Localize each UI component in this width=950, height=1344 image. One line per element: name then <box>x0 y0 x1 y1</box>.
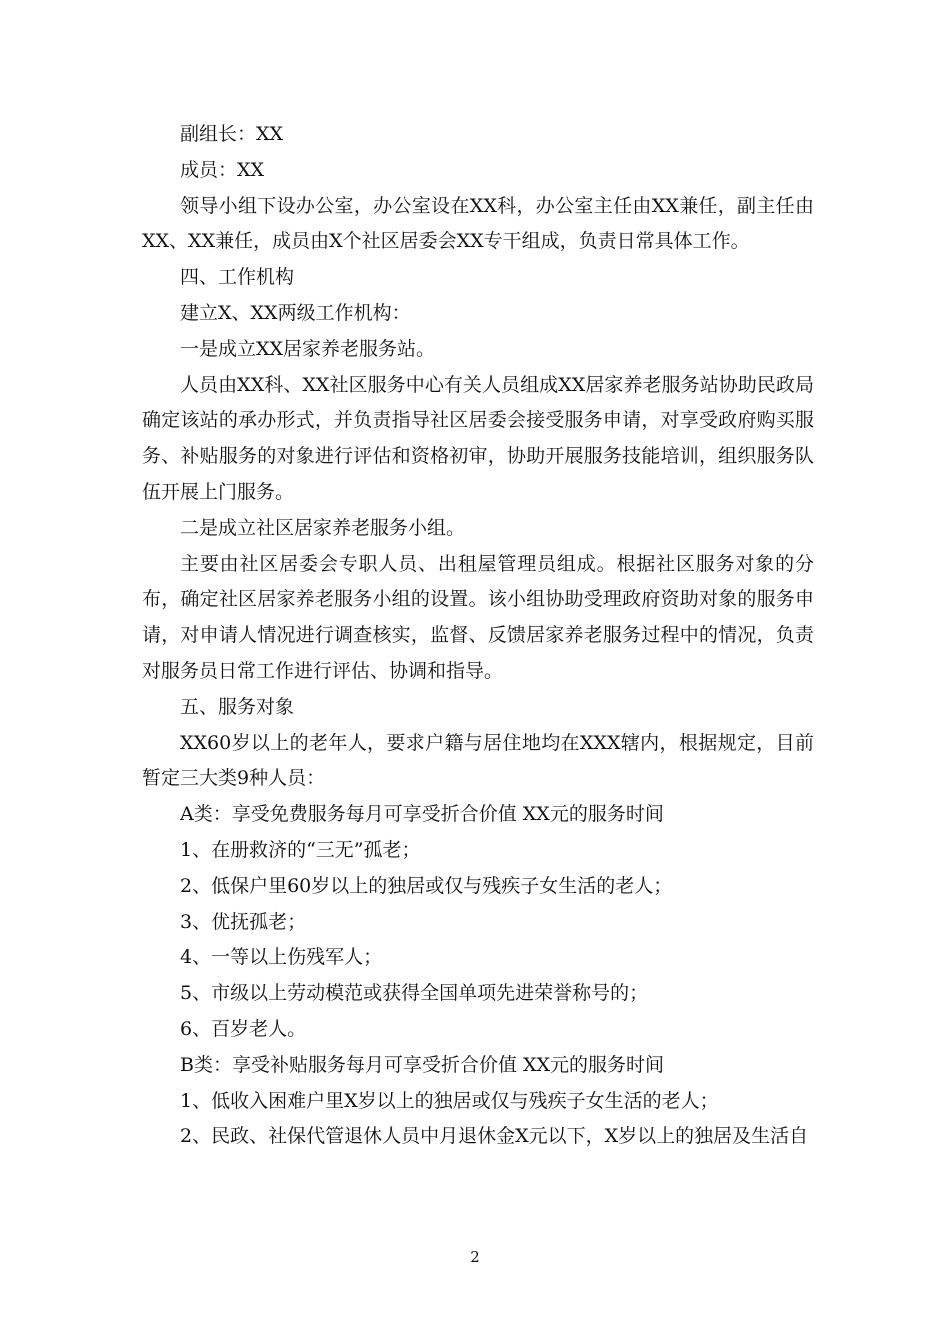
list-item-b1: 1、低收入困难户里X岁以上的独居或仅与残疾子女生活的老人； <box>180 1089 719 1112</box>
paragraph-group-staff: 主要由社区居委会专职人员、出租屋管理员组成。根据社区服务对象的分布，确定社区居家养老服务小组的设置。该小组协助受理政府资助对象的服务申请，对申请人情况进行调查核实，监督、反馈居家养老服务过程中的情况，负责对服务员日常工作进行评估、协调和指导。 <box>142 552 814 682</box>
paragraph-station-staff: 人员由XX科、XX社区服务中心有关人员组成XX居家养老服务站协助民政局确定该站的承办形式，并负责指导社区居委会接受服务申请，对享受政府购买服务、补贴服务的对象进行评估和资格初审，协助开展服务技能培训，组织服务队伍开展上门服务。 <box>142 373 814 503</box>
paragraph-category-b: B类：享受补贴服务每月可享受折合价值 XX元的服务时间 <box>180 1053 665 1076</box>
list-item-a4: 4、一等以上伤残军人； <box>180 946 383 969</box>
paragraph-members: 成员：XX <box>180 158 265 181</box>
paragraph-service-group: 二是成立社区居家养老服务小组。 <box>180 516 466 539</box>
paragraph-two-levels: 建立X、XX两级工作机构： <box>180 301 411 324</box>
paragraph-category-a: A类：享受免费服务每月可享受折合价值 XX元的服务时间 <box>180 803 664 826</box>
page-number: 2 <box>470 1248 480 1266</box>
list-item-a3: 3、优抚孤老； <box>180 910 307 933</box>
document-body <box>142 117 814 1155</box>
paragraph-service-station: 一是成立XX居家养老服务站。 <box>180 337 436 360</box>
list-item-b2: 2、民政、社保代管退休人员中月退休金X元以下，X岁以上的独居及生活自 <box>180 1125 809 1148</box>
paragraph-eligibility: XX60岁以上的老年人，要求户籍与居住地均在XXX辖内，根据规定，目前暂定三大类9种人员： <box>142 731 814 790</box>
list-item-a6: 6、百岁老人。 <box>180 1017 307 1040</box>
paragraph-office: 领导小组下设办公室，办公室设在XX科，办公室主任由XX兼任，副主任由XX、XX兼任，成员由X个社区居委会XX专干组成，负责日常具体工作。 <box>142 194 814 253</box>
list-item-a5: 5、市级以上劳动模范或获得全国单项先进荣誉称号的； <box>180 982 649 1005</box>
list-item-a1: 1、在册救济的“三无”孤老； <box>180 838 421 861</box>
paragraph-deputy-leader: 副组长：XX <box>180 123 284 145</box>
section-heading-work-structure: 四、工作机构 <box>180 266 295 289</box>
section-heading-service-targets: 五、服务对象 <box>180 695 295 718</box>
list-item-a2: 2、低保户里60岁以上的独居或仅与残疾子女生活的老人； <box>180 874 673 897</box>
